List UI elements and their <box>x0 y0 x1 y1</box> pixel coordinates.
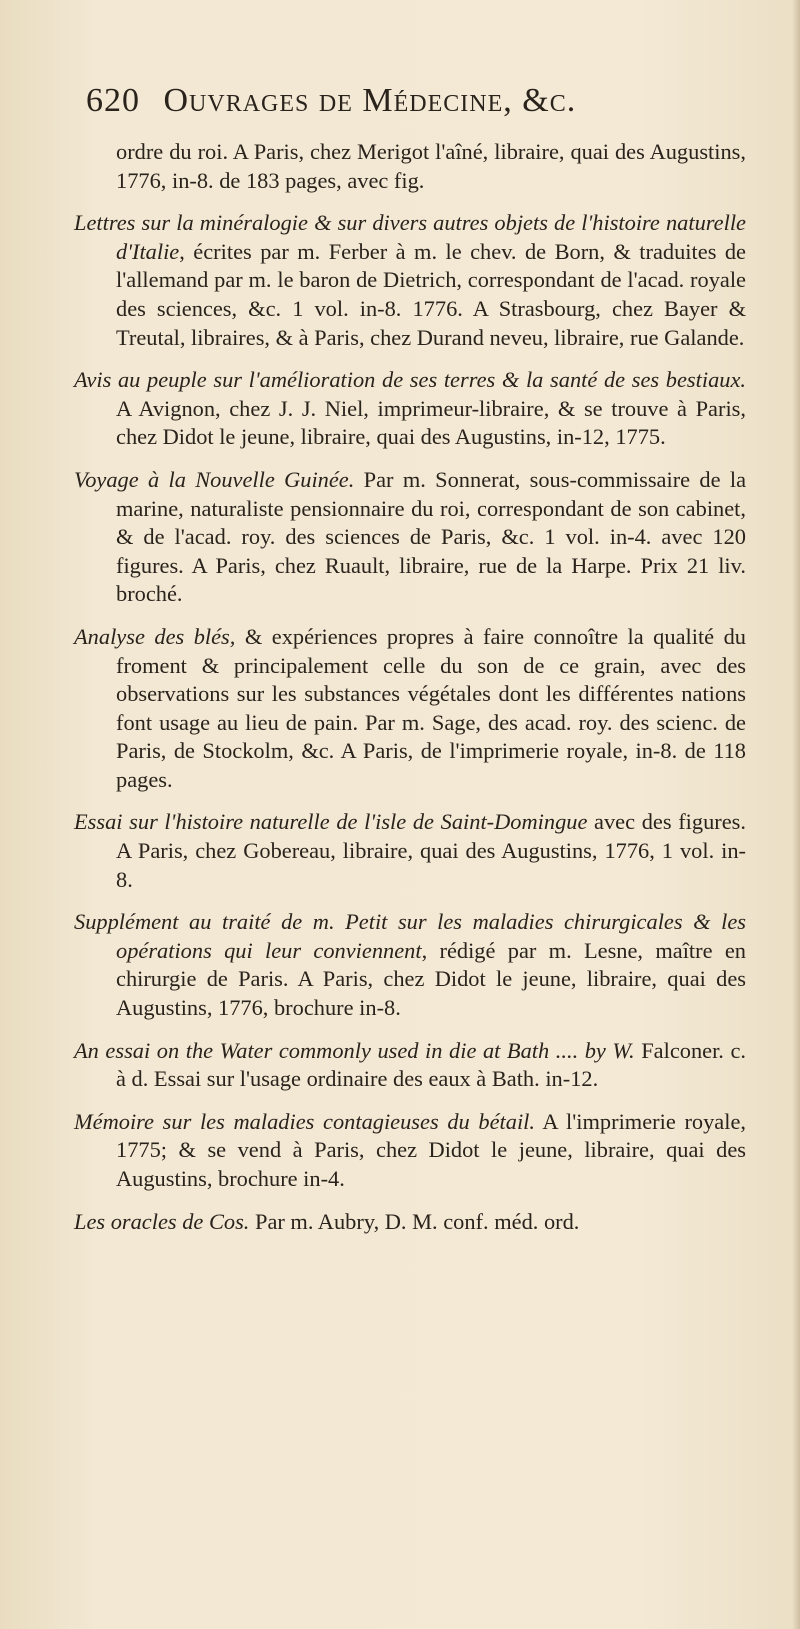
entry-title: Les oracles de Cos. <box>74 1208 250 1234</box>
entry-details: ordre du roi. A Paris, chez Merigot l'aîné, libraire, quai des Augustins, 1776, in-8. de 183 pages, avec fig. <box>116 139 746 193</box>
entry-details: , écrites par m. Ferber à m. le chev. de Born, & traduites de l'allemand par m. le baron de Dietrich, correspondant de l'acad. royale des sciences, &c. 1 vol. in-8. 1776. A Strasbourg, chez Bayer & Treutal, libraires, & à Paris, chez Durand neveu, libraire, rue Galande. <box>116 238 746 350</box>
entry-title: Lettres sur la minéralogie & sur divers autres objets de l'histoire naturelle d'Italie <box>74 210 746 264</box>
bibliography-entry <box>74 908 746 1022</box>
bibliography-entry <box>74 808 746 894</box>
bibliography-entry <box>74 1208 746 1237</box>
bibliography-entry <box>74 466 746 609</box>
bibliography-list <box>74 138 746 1250</box>
entry-title: Mémoire sur les maladies contagieuses du bétail. <box>74 1108 535 1134</box>
bibliography-entry <box>74 366 746 452</box>
entry-title: Essai sur l'histoire naturelle de l'isle de Saint-Domingue <box>74 809 588 835</box>
bibliography-entry <box>74 623 746 795</box>
entry-title: Voyage à la Nouvelle Guinée. <box>74 466 355 492</box>
bibliography-entry <box>74 138 746 195</box>
entry-title: An essai on the Water commonly used in die at Bath .... by W. <box>74 1037 635 1063</box>
entry-title: Supplément au traité de m. Petit sur les maladies chirurgicales & les opérations qui leur conviennent <box>74 909 746 963</box>
entry-title: Analyse des blés, <box>74 623 236 649</box>
entry-details: Falconer. c. à d. Essai sur l'usage ordinaire des eaux à Bath. in-12. <box>116 1037 746 1092</box>
page-number: 620 <box>86 82 140 119</box>
page-header <box>86 82 706 120</box>
entry-details: Par m. Aubry, D. M. conf. méd. ord. <box>249 1208 580 1234</box>
bibliography-entry <box>74 1037 746 1094</box>
entry-details: A Avignon, chez J. J. Niel, imprimeur-libraire, & se trouve à Paris, chez Didot le jeune, libraire, quai des Augustins, in-12, 1775. <box>116 395 746 450</box>
running-title: Ouvrages de Médecine, &c. <box>163 82 577 119</box>
entry-details: A l'imprimerie royale, 1775; & se vend à Paris, chez Didot le jeune, libraire, quai des Augustins, brochure in-4. <box>116 1108 746 1191</box>
entry-details: avec des figures. A Paris, chez Gobereau, libraire, quai des Augustins, 1776, 1 vol. in-8. <box>116 809 746 892</box>
entry-details: Par m. Sonnerat, sous-commissaire de la marine, naturaliste pensionnaire du roi, correspondant de son cabinet, & de l'acad. roy. des sciences de Paris, &c. 1 vol. in-4. avec 120 figures. A Paris, chez Ruault, libraire, rue de la Harpe. Prix 21 liv. broché. <box>116 466 747 607</box>
entry-details: & expériences propres à faire connoître la qualité du froment & principalement celle du son de ce grain, avec des observations sur les substances végétales dont les différentes nations font usage au lieu de pain. Par m. Sage, des acad. roy. des scienc. de Paris, de Stockolm, &c. A Paris, de l'imprimerie royale, in-8. de 118 pages. <box>116 623 746 792</box>
page-edge-shadow <box>792 0 800 1629</box>
entry-details: , rédigé par m. Lesne, maître en chirurgie de Paris. A Paris, chez Didot le jeune, libraire, quai des Augustins, 1776, brochure in-8. <box>116 937 746 1021</box>
entry-title: Avis au peuple sur l'amélioration de ses terres & la santé de ses bestiaux. <box>74 367 746 393</box>
bibliography-entry <box>74 1108 746 1194</box>
bibliography-entry <box>74 209 746 352</box>
